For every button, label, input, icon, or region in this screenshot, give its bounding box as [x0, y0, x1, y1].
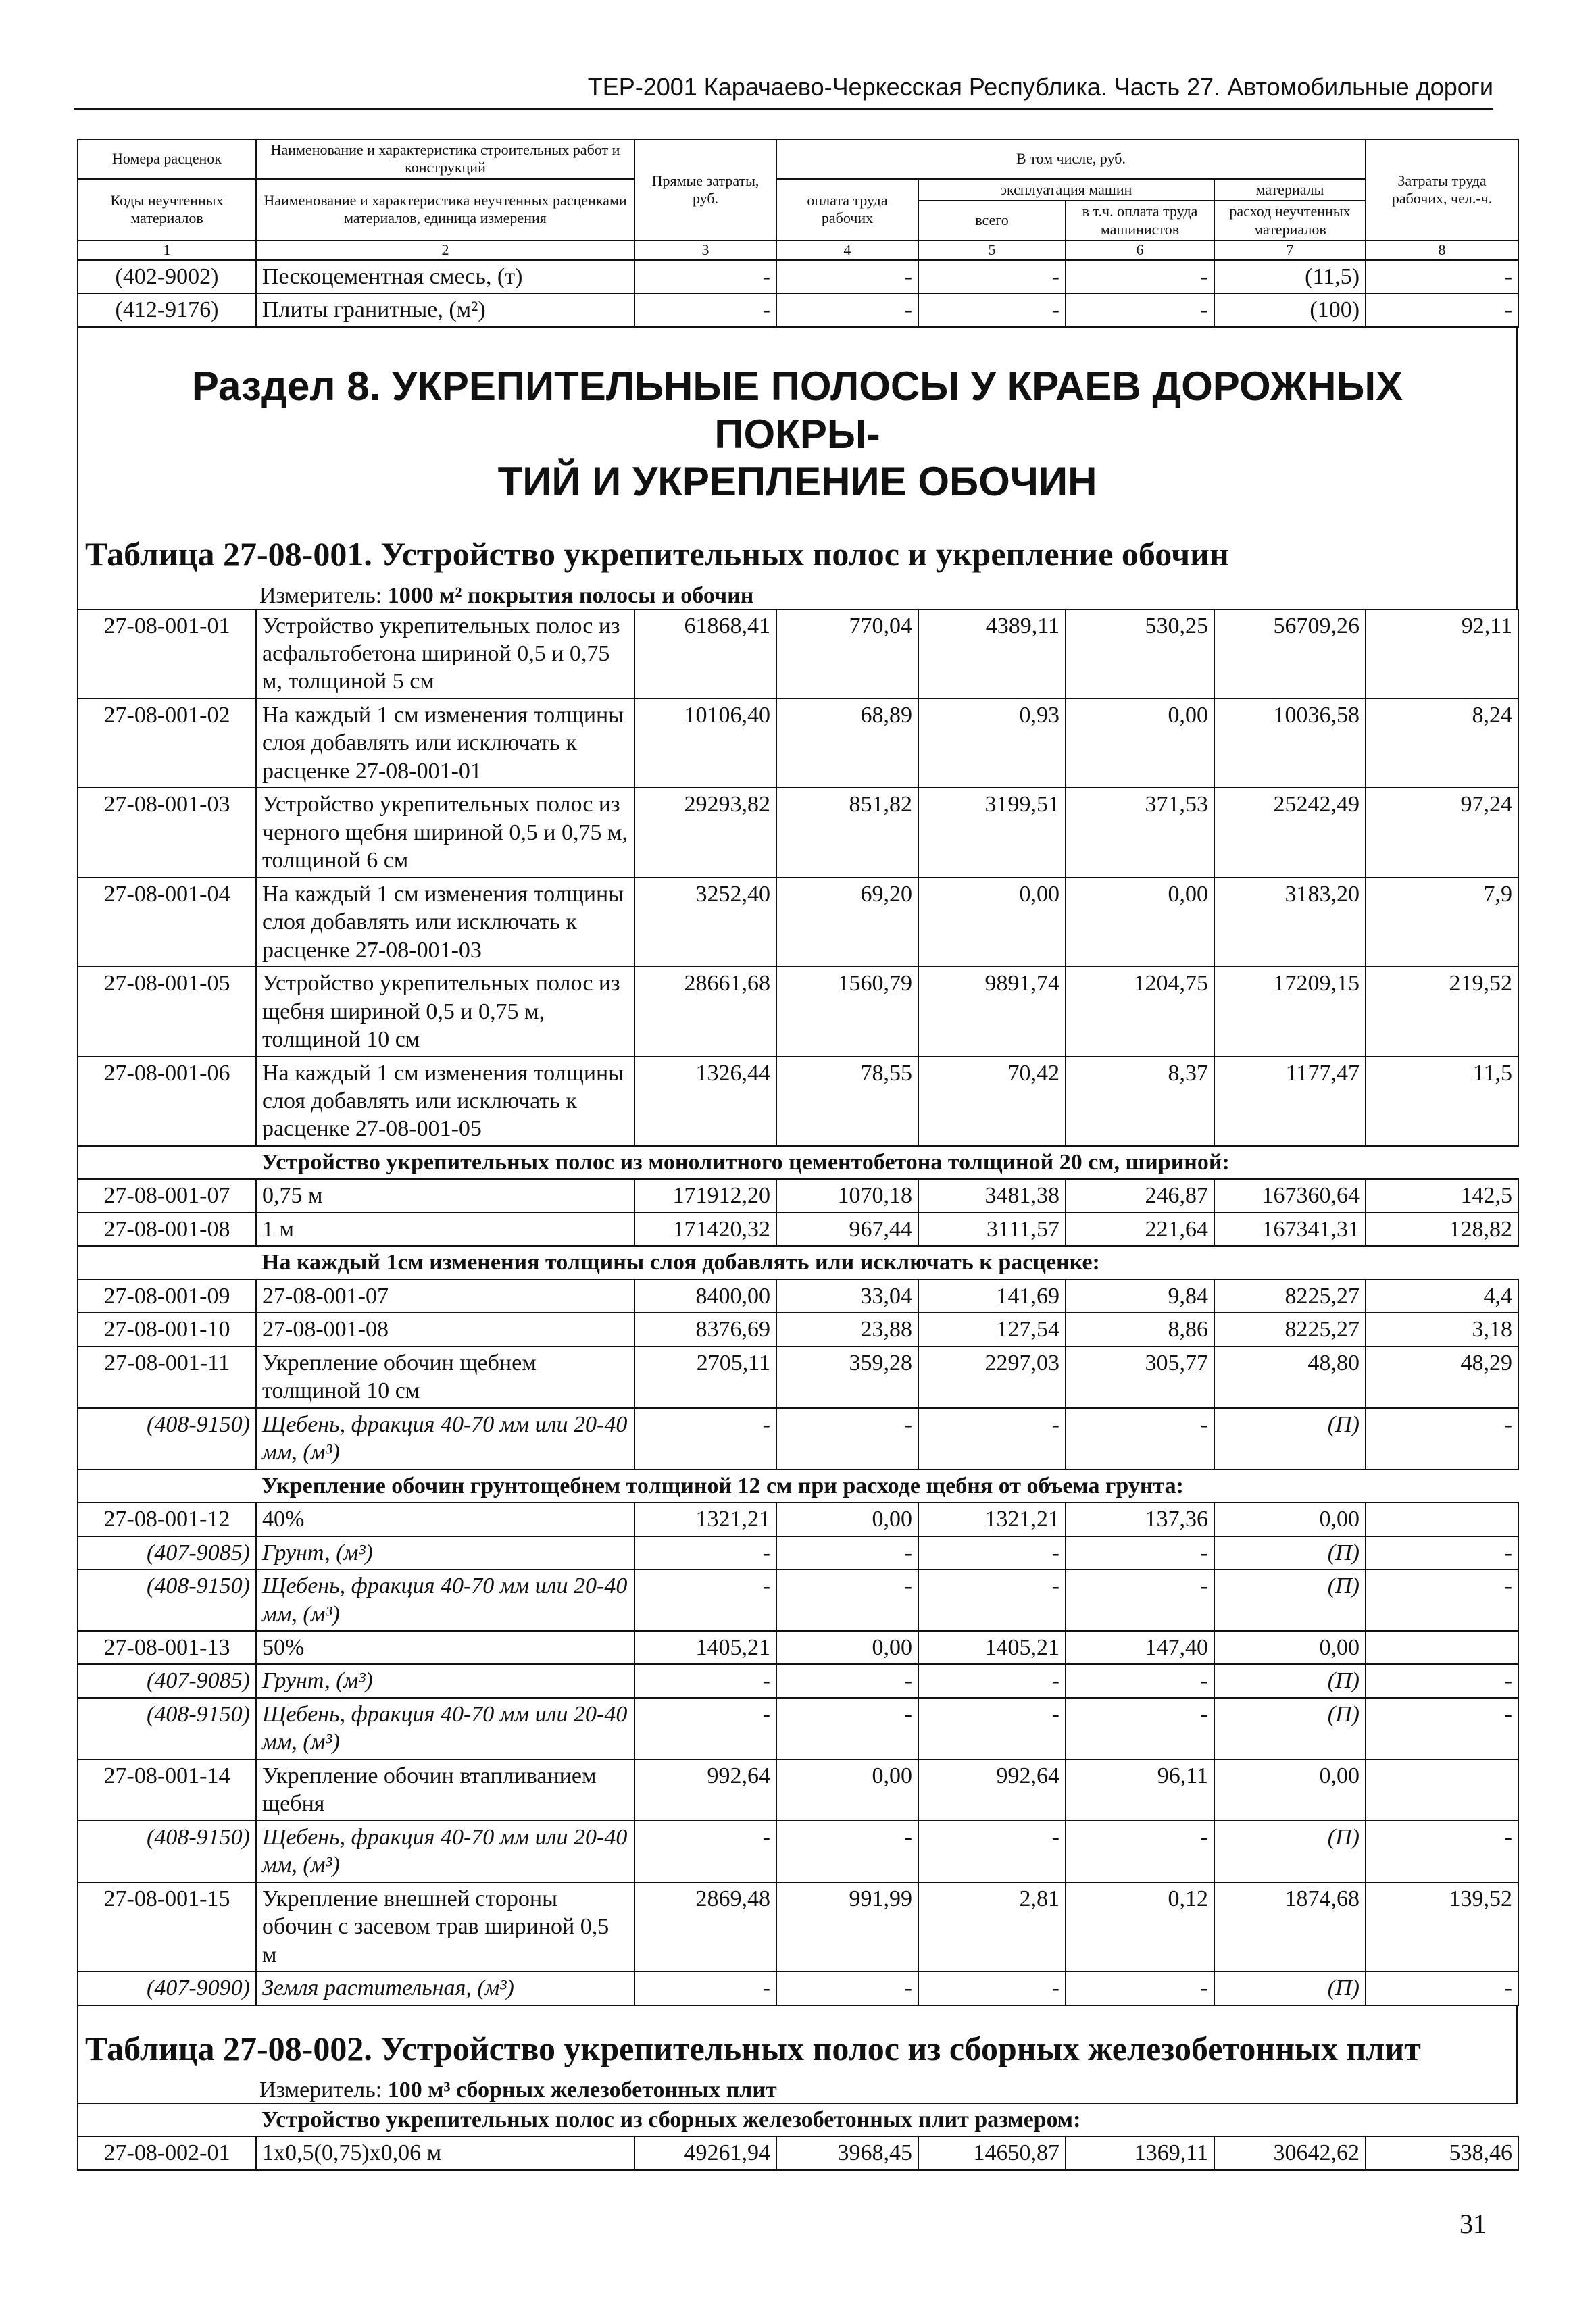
- operator-wages: 305,77: [1066, 1347, 1214, 1408]
- direct-costs: 8376,69: [634, 1313, 776, 1346]
- worker-wages: 33,04: [776, 1280, 918, 1313]
- machine-costs-total: 0,93: [918, 699, 1066, 788]
- rate-row: [78, 1759, 1518, 1821]
- materials-costs: (П): [1214, 1536, 1366, 1569]
- col-number: 5: [918, 241, 1066, 260]
- worker-wages: 0,00: [776, 1631, 918, 1664]
- materials-costs: (П): [1214, 1408, 1366, 1469]
- labor-hours: 48,29: [1366, 1347, 1518, 1408]
- rate-code: 27-08-001-15: [78, 1882, 256, 1971]
- worker-wages: 0,00: [776, 1503, 918, 1536]
- materials-costs: 48,80: [1214, 1347, 1366, 1408]
- rate-row: [78, 609, 1518, 699]
- rate-name: Щебень, фракция 40-70 мм или 20-40 мм, (м³): [256, 1569, 634, 1631]
- direct-costs: 28661,68: [634, 967, 776, 1056]
- rate-name: Устройство укрепительных полос из черного щебня шириной 0,5 и 0,75 м, толщиной 6 см: [256, 788, 634, 877]
- operator-wages: -: [1066, 1821, 1214, 1882]
- machine-costs-total: -: [918, 1569, 1066, 1631]
- rate-code: 27-08-001-09: [78, 1280, 256, 1313]
- materials-costs: 10036,58: [1214, 699, 1366, 788]
- meter-prefix: Измеритель:: [259, 583, 388, 609]
- worker-wages: 359,28: [776, 1347, 918, 1408]
- machine-costs-total: 1405,21: [918, 1631, 1066, 1664]
- operator-wages: 137,36: [1066, 1503, 1214, 1536]
- header-machines: эксплуатация машин: [918, 179, 1214, 201]
- operator-wages: -: [1066, 293, 1214, 326]
- operator-wages: -: [1066, 260, 1214, 293]
- meter-prefix: Измеритель:: [259, 2077, 388, 2103]
- labor-hours: 92,11: [1366, 609, 1518, 699]
- direct-costs: 1326,44: [634, 1057, 776, 1146]
- rate-row: [78, 788, 1518, 877]
- page-number: 31: [1460, 2209, 1487, 2239]
- worker-wages: -: [776, 1664, 918, 1697]
- rate-code: 27-08-001-13: [78, 1631, 256, 1664]
- rate-code: 27-08-001-04: [78, 878, 256, 967]
- machine-costs-total: -: [918, 1408, 1066, 1469]
- labor-hours: [1366, 1759, 1518, 1821]
- operator-wages: 8,86: [1066, 1313, 1214, 1346]
- direct-costs: 2869,48: [634, 1882, 776, 1971]
- labor-hours: 139,52: [1366, 1882, 1518, 1971]
- material-row: [78, 1698, 1518, 1759]
- worker-wages: 0,00: [776, 1759, 918, 1821]
- materials-costs: 0,00: [1214, 1503, 1366, 1536]
- labor-hours: [1366, 1631, 1518, 1664]
- operator-wages: -: [1066, 1536, 1214, 1569]
- direct-costs: 3252,40: [634, 878, 776, 967]
- running-head: ТЕР-2001 Карачаево-Черкесская Республика. Часть 27. Автомобильные дороги: [74, 73, 1493, 110]
- rate-code: 27-08-001-08: [78, 1213, 256, 1246]
- operator-wages: -: [1066, 1408, 1214, 1469]
- rate-code: 27-08-001-05: [78, 967, 256, 1056]
- material-row: [78, 1536, 1518, 1569]
- worker-wages: 851,82: [776, 788, 918, 877]
- section-title-line: ТИЙ И УКРЕПЛЕНИЕ ОБОЧИН: [497, 459, 1097, 505]
- machine-costs-total: -: [918, 1536, 1066, 1569]
- section-title: [78, 328, 1516, 529]
- machine-costs-total: 14650,87: [918, 2136, 1066, 2169]
- operator-wages: 1204,75: [1066, 967, 1214, 1056]
- direct-costs: 1405,21: [634, 1631, 776, 1664]
- col-number: 7: [1214, 241, 1366, 260]
- rate-row: [78, 1631, 1518, 1664]
- rate-code: 27-08-001-10: [78, 1313, 256, 1346]
- col-number: 3: [634, 241, 776, 260]
- rate-name: Щебень, фракция 40-70 мм или 20-40 мм, (м³): [256, 1821, 634, 1882]
- rates-table-1: [77, 609, 1519, 2006]
- direct-costs: 29293,82: [634, 788, 776, 877]
- labor-hours: 142,5: [1366, 1179, 1518, 1212]
- rate-name: 40%: [256, 1503, 634, 1536]
- material-row: [78, 1569, 1518, 1631]
- labor-hours: -: [1366, 1536, 1518, 1569]
- rate-name: Устройство укрепительных полос из щебня шириной 0,5 и 0,75 м, толщиной 10 см: [256, 967, 634, 1056]
- machine-costs-total: 2,81: [918, 1882, 1066, 1971]
- machine-costs-total: -: [918, 1664, 1066, 1697]
- direct-costs: 992,64: [634, 1759, 776, 1821]
- rates-table-2: [77, 2103, 1519, 2171]
- machine-costs-total: 9891,74: [918, 967, 1066, 1056]
- direct-costs: -: [634, 1664, 776, 1697]
- rate-code: (407-9085): [78, 1536, 256, 1569]
- header-col6: в т.ч. оплата труда машинистов: [1066, 201, 1214, 241]
- worker-wages: 991,99: [776, 1882, 918, 1971]
- operator-wages: -: [1066, 1569, 1214, 1631]
- worker-wages: -: [776, 1971, 918, 2005]
- rate-code: 27-08-001-02: [78, 699, 256, 788]
- materials-costs: 167341,31: [1214, 1213, 1366, 1246]
- direct-costs: 8400,00: [634, 1280, 776, 1313]
- worker-wages: -: [776, 293, 918, 326]
- material-row: [78, 1408, 1518, 1469]
- labor-hours: -: [1366, 1698, 1518, 1759]
- machine-costs-total: -: [918, 260, 1066, 293]
- material-row: [78, 1664, 1518, 1697]
- meter-unit: 1000 м² покрытия полосы и обочин: [387, 583, 754, 609]
- worker-wages: 78,55: [776, 1057, 918, 1146]
- materials-costs: 0,00: [1214, 1631, 1366, 1664]
- rate-name: Земля растительная, (м³): [256, 1971, 634, 2005]
- machine-costs-total: 141,69: [918, 1280, 1066, 1313]
- rate-code: 27-08-001-12: [78, 1503, 256, 1536]
- operator-wages: -: [1066, 1698, 1214, 1759]
- rate-row: [78, 967, 1518, 1056]
- rate-code: 27-08-001-07: [78, 1179, 256, 1212]
- subheading: Укрепление обочин грунтощебнем толщиной 12 см при расходе щебня от объема грунта:: [256, 1469, 1518, 1503]
- subheading: На каждый 1см изменения толщины слоя добавлять или исключать к расценке:: [256, 1246, 1518, 1279]
- rate-row: [78, 1347, 1518, 1408]
- header-col1-bottom: Коды неучтенных материалов: [78, 179, 256, 241]
- header-col5: всего: [918, 201, 1066, 241]
- labor-hours: 128,82: [1366, 1213, 1518, 1246]
- machine-costs-total: -: [918, 1971, 1066, 2005]
- materials-costs: 30642,62: [1214, 2136, 1366, 2169]
- direct-costs: 49261,94: [634, 2136, 776, 2169]
- document-frame: [77, 139, 1518, 2171]
- rate-name: Укрепление обочин втапливанием щебня: [256, 1759, 634, 1821]
- table-title: Таблица 27-08-001. Устройство укрепительных полос и укрепление обочин: [85, 535, 1229, 574]
- rate-name: 1 м: [256, 1213, 634, 1246]
- worker-wages: 3968,45: [776, 2136, 918, 2169]
- rate-code: 27-08-001-01: [78, 609, 256, 699]
- rate-row: [78, 1213, 1518, 1246]
- materials-costs: (П): [1214, 1821, 1366, 1882]
- materials-costs: 167360,64: [1214, 1179, 1366, 1212]
- operator-wages: 371,53: [1066, 788, 1214, 877]
- labor-hours: 219,52: [1366, 967, 1518, 1056]
- labor-hours: 538,46: [1366, 2136, 1518, 2169]
- operator-wages: 1369,11: [1066, 2136, 1214, 2169]
- rate-row: [78, 1503, 1518, 1536]
- worker-wages: 1560,79: [776, 967, 918, 1056]
- rate-name: Щебень, фракция 40-70 мм или 20-40 мм, (м³): [256, 1698, 634, 1759]
- rate-code: (408-9150): [78, 1821, 256, 1882]
- rate-code: (412-9176): [78, 293, 256, 326]
- labor-hours: 8,24: [1366, 699, 1518, 788]
- col-number: 6: [1066, 241, 1214, 260]
- table-title: Таблица 27-08-002. Устройство укрепительных полос из сборных железобетонных плит: [85, 2029, 1421, 2067]
- operator-wages: 0,00: [1066, 699, 1214, 788]
- operator-wages: 530,25: [1066, 609, 1214, 699]
- rate-name: Плиты гранитные, (м²): [256, 293, 634, 326]
- labor-hours: -: [1366, 1569, 1518, 1631]
- rate-name: 27-08-001-07: [256, 1280, 634, 1313]
- materials-costs: 17209,15: [1214, 967, 1366, 1056]
- rate-code: (408-9150): [78, 1569, 256, 1631]
- materials-costs: (100): [1214, 293, 1366, 326]
- header-col2-top: Наименование и характеристика строительных работ и конструкций: [256, 139, 634, 179]
- col-number: 8: [1366, 241, 1518, 260]
- labor-hours: -: [1366, 293, 1518, 326]
- rate-name: Устройство укрепительных полос из асфальтобетона шириной 0,5 и 0,75 м, толщиной 5 см: [256, 609, 634, 699]
- labor-hours: -: [1366, 1971, 1518, 2005]
- subheading: Устройство укрепительных полос из монолитного цементобетона толщиной 20 см, шириной:: [256, 1146, 1518, 1179]
- operator-wages: 0,00: [1066, 878, 1214, 967]
- worker-wages: -: [776, 260, 918, 293]
- col-number: 1: [78, 241, 256, 260]
- worker-wages: 68,89: [776, 699, 918, 788]
- direct-costs: -: [634, 1569, 776, 1631]
- rate-code: 27-08-001-11: [78, 1347, 256, 1408]
- operator-wages: 147,40: [1066, 1631, 1214, 1664]
- machine-costs-total: 70,42: [918, 1057, 1066, 1146]
- materials-costs: 1874,68: [1214, 1882, 1366, 1971]
- direct-costs: 1321,21: [634, 1503, 776, 1536]
- header-col3: Прямые затраты, руб.: [634, 139, 776, 241]
- materials-costs: 25242,49: [1214, 788, 1366, 877]
- machine-costs-total: 0,00: [918, 878, 1066, 967]
- worker-wages: 69,20: [776, 878, 918, 967]
- machine-costs-total: -: [918, 1821, 1066, 1882]
- machine-costs-total: 1321,21: [918, 1503, 1066, 1536]
- header-materials: материалы: [1214, 179, 1366, 201]
- rate-code: 27-08-002-01: [78, 2136, 256, 2169]
- rate-code: 27-08-001-14: [78, 1759, 256, 1821]
- worker-wages: 23,88: [776, 1313, 918, 1346]
- rate-name: Укрепление внешней стороны обочин с засевом трав шириной 0,5 м: [256, 1882, 634, 1971]
- rate-name: На каждый 1 см изменения толщины слоя добавлять или исключать к расценке 27-08-001-03: [256, 878, 634, 967]
- rate-code: (407-9090): [78, 1971, 256, 2005]
- rate-name: На каждый 1 см изменения толщины слоя добавлять или исключать к расценке 27-08-001-05: [256, 1057, 634, 1146]
- rate-row: [78, 1313, 1518, 1346]
- labor-hours: 4,4: [1366, 1280, 1518, 1313]
- direct-costs: 171912,20: [634, 1179, 776, 1212]
- machine-costs-total: 127,54: [918, 1313, 1066, 1346]
- header-col7: расход неучтенных материалов: [1214, 201, 1366, 241]
- direct-costs: -: [634, 1821, 776, 1882]
- materials-costs: (П): [1214, 1664, 1366, 1697]
- machine-costs-total: 2297,03: [918, 1347, 1066, 1408]
- rate-row: [78, 2136, 1518, 2169]
- operator-wages: 96,11: [1066, 1759, 1214, 1821]
- section-title-line: Раздел 8. УКРЕПИТЕЛЬНЫЕ ПОЛОСЫ У КРАЕВ ДОРОЖНЫХ ПОКРЫ-: [191, 363, 1403, 457]
- rate-name: Грунт, (м³): [256, 1664, 634, 1697]
- rate-code: 27-08-001-06: [78, 1057, 256, 1146]
- machine-costs-total: -: [918, 293, 1066, 326]
- labor-hours: 7,9: [1366, 878, 1518, 967]
- header-col8: Затраты труда рабочих, чел.-ч.: [1366, 139, 1518, 241]
- rate-name: 1х0,5(0,75)х0,06 м: [256, 2136, 634, 2169]
- materials-costs: (П): [1214, 1569, 1366, 1631]
- direct-costs: 61868,41: [634, 609, 776, 699]
- rate-code: 27-08-001-03: [78, 788, 256, 877]
- machine-costs-total: 3199,51: [918, 788, 1066, 877]
- rate-name: 0,75 м: [256, 1179, 634, 1212]
- worker-wages: 770,04: [776, 609, 918, 699]
- rate-name: 27-08-001-08: [256, 1313, 634, 1346]
- labor-hours: -: [1366, 1664, 1518, 1697]
- table-meter: [78, 2078, 1516, 2103]
- rate-code: (408-9150): [78, 1408, 256, 1469]
- col-number: 4: [776, 241, 918, 260]
- operator-wages: 8,37: [1066, 1057, 1214, 1146]
- operator-wages: 221,64: [1066, 1213, 1214, 1246]
- header-table: [77, 139, 1519, 328]
- rate-name: Пескоцементная смесь, (т): [256, 260, 634, 293]
- table2-heading-block: [77, 2006, 1518, 2103]
- worker-wages: 967,44: [776, 1213, 918, 1246]
- rate-name: Укрепление обочин щебнем толщиной 10 см: [256, 1347, 634, 1408]
- rate-name: Грунт, (м³): [256, 1536, 634, 1569]
- subheading: Устройство укрепительных полос из сборных железобетонных плит размером:: [256, 2103, 1518, 2136]
- worker-wages: -: [776, 1698, 918, 1759]
- materials-costs: (П): [1214, 1971, 1366, 2005]
- direct-costs: -: [634, 1971, 776, 2005]
- direct-costs: -: [634, 1408, 776, 1469]
- material-row: [78, 1821, 1518, 1882]
- direct-costs: -: [634, 1698, 776, 1759]
- direct-costs: 2705,11: [634, 1347, 776, 1408]
- materials-costs: (П): [1214, 1698, 1366, 1759]
- machine-costs-total: 4389,11: [918, 609, 1066, 699]
- rate-name: На каждый 1 см изменения толщины слоя добавлять или исключать к расценке 27-08-001-01: [256, 699, 634, 788]
- rate-code: (407-9085): [78, 1664, 256, 1697]
- labor-hours: -: [1366, 260, 1518, 293]
- labor-hours: -: [1366, 1821, 1518, 1882]
- machine-costs-total: -: [918, 1698, 1066, 1759]
- direct-costs: -: [634, 260, 776, 293]
- header-col4: оплата труда рабочих: [776, 179, 918, 241]
- labor-hours: [1366, 1503, 1518, 1536]
- table-meter: [78, 583, 1516, 608]
- rate-row: [78, 260, 1518, 293]
- rate-row: [78, 1280, 1518, 1313]
- direct-costs: 171420,32: [634, 1213, 776, 1246]
- rate-row: [78, 878, 1518, 967]
- machine-costs-total: 3111,57: [918, 1213, 1066, 1246]
- operator-wages: 0,12: [1066, 1882, 1214, 1971]
- materials-costs: 1177,47: [1214, 1057, 1366, 1146]
- materials-costs: (11,5): [1214, 260, 1366, 293]
- rate-row: [78, 1882, 1518, 1971]
- rate-code: (402-9002): [78, 260, 256, 293]
- materials-costs: 8225,27: [1214, 1280, 1366, 1313]
- worker-wages: -: [776, 1536, 918, 1569]
- rate-name: 50%: [256, 1631, 634, 1664]
- rate-row: [78, 1057, 1518, 1146]
- materials-costs: 0,00: [1214, 1759, 1366, 1821]
- worker-wages: 1070,18: [776, 1179, 918, 1212]
- materials-costs: 3183,20: [1214, 878, 1366, 967]
- rate-name: Щебень, фракция 40-70 мм или 20-40 мм, (м³): [256, 1408, 634, 1469]
- rate-row: [78, 293, 1518, 326]
- worker-wages: -: [776, 1569, 918, 1631]
- labor-hours: 97,24: [1366, 788, 1518, 877]
- section-heading-block: [77, 328, 1518, 609]
- operator-wages: -: [1066, 1971, 1214, 2005]
- rate-row: [78, 699, 1518, 788]
- operator-wages: 246,87: [1066, 1179, 1214, 1212]
- materials-costs: 8225,27: [1214, 1313, 1366, 1346]
- rate-code: (408-9150): [78, 1698, 256, 1759]
- worker-wages: -: [776, 1408, 918, 1469]
- meter-unit: 100 м³ сборных железобетонных плит: [387, 2077, 777, 2103]
- header-col2-bottom: Наименование и характеристика неучтенных расценками материалов, единица измерения: [256, 179, 634, 241]
- labor-hours: 3,18: [1366, 1313, 1518, 1346]
- machine-costs-total: 992,64: [918, 1759, 1066, 1821]
- column-number-row: [78, 241, 1518, 260]
- machine-costs-total: 3481,38: [918, 1179, 1066, 1212]
- header-col1-top: Номера расценок: [78, 139, 256, 179]
- direct-costs: -: [634, 1536, 776, 1569]
- direct-costs: 10106,40: [634, 699, 776, 788]
- rate-row: [78, 1179, 1518, 1212]
- operator-wages: -: [1066, 1664, 1214, 1697]
- labor-hours: 11,5: [1366, 1057, 1518, 1146]
- direct-costs: -: [634, 293, 776, 326]
- materials-costs: 56709,26: [1214, 609, 1366, 699]
- col-number: 2: [256, 241, 634, 260]
- header-in-that-number: В том числе, руб.: [776, 139, 1366, 179]
- operator-wages: 9,84: [1066, 1280, 1214, 1313]
- material-row: [78, 1971, 1518, 2005]
- worker-wages: -: [776, 1821, 918, 1882]
- labor-hours: -: [1366, 1408, 1518, 1469]
